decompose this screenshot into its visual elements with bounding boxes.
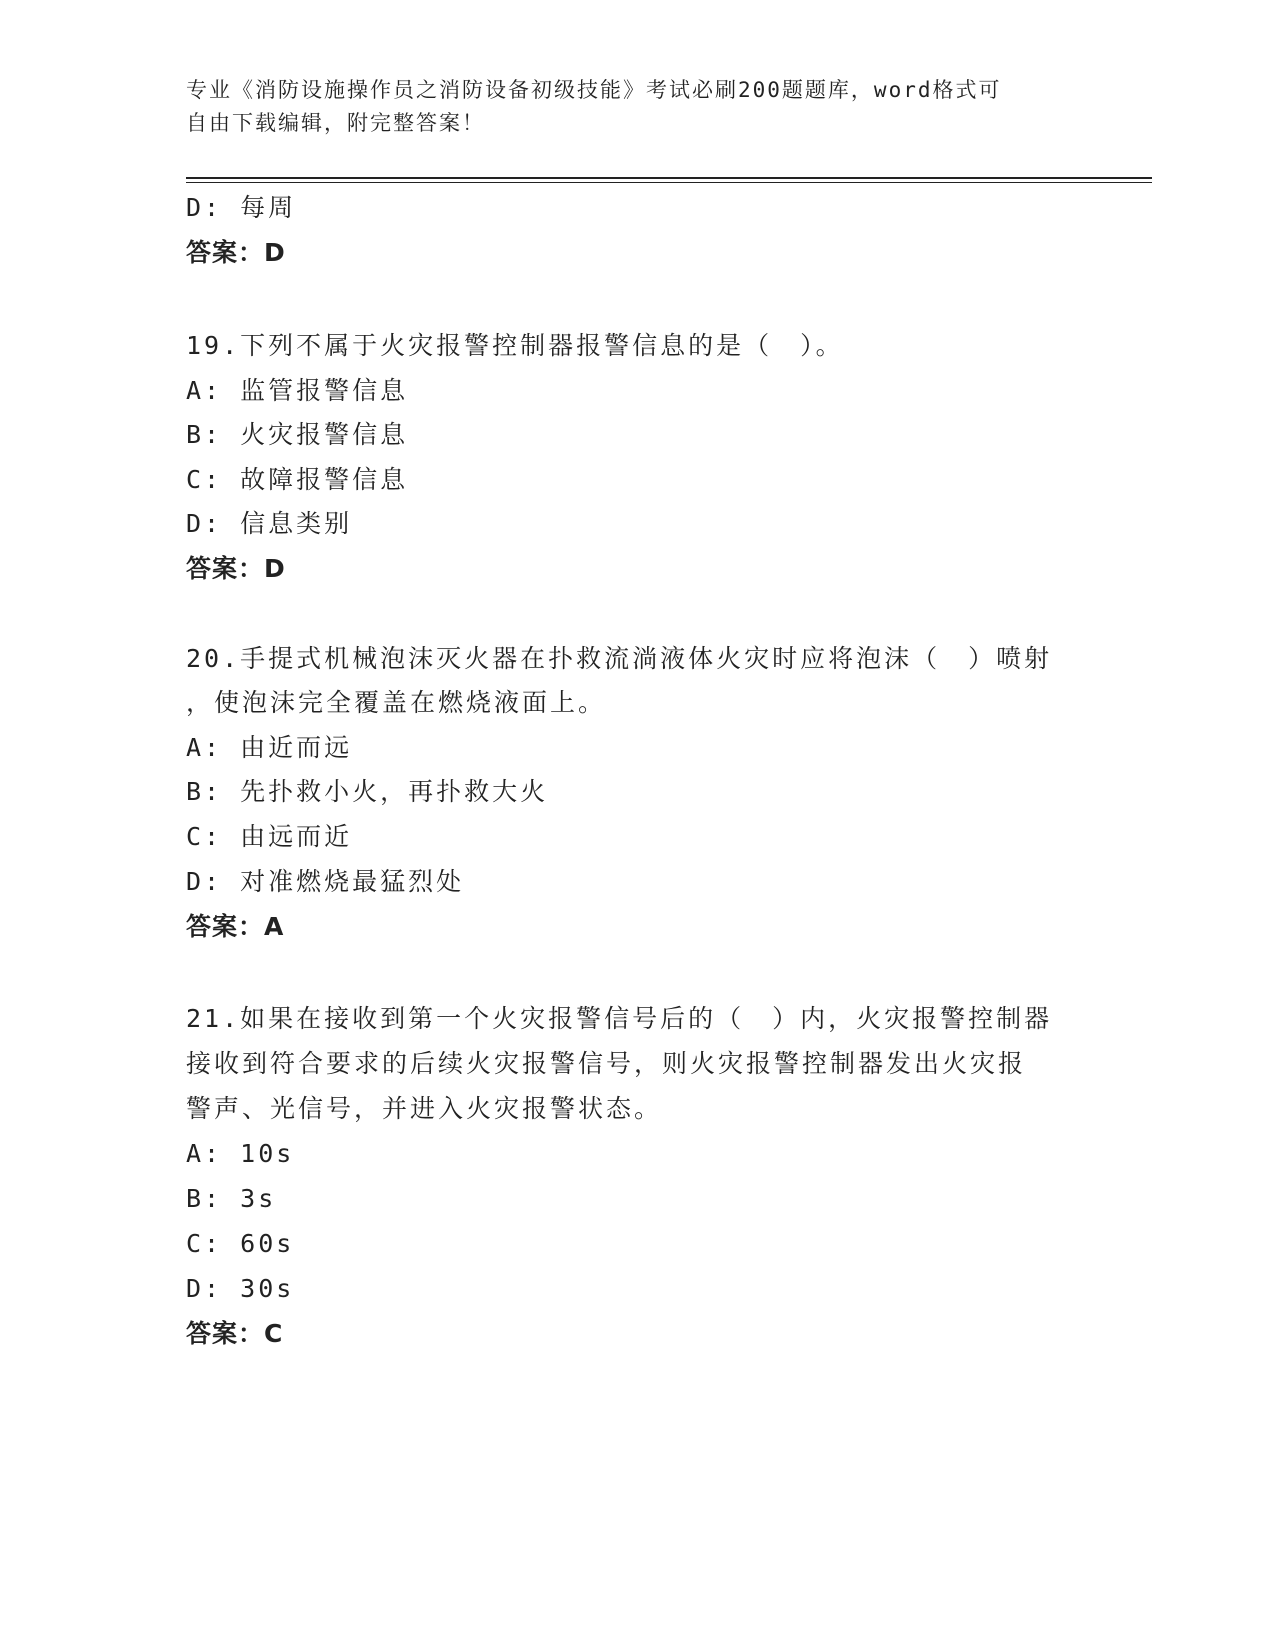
q21-option-d: D: 30s	[186, 1274, 295, 1303]
prev-answer: 答案：D	[186, 238, 286, 267]
q19-option-b: B: 火灾报警信息	[186, 420, 409, 449]
q20-option-a: A: 由近而远	[186, 733, 353, 762]
q20-stem-line-2: ，使泡沫完全覆盖在燃烧液面上。	[186, 688, 607, 717]
header-divider-thick	[186, 177, 1152, 179]
header-divider-thin	[186, 182, 1152, 183]
q19-answer: 答案：D	[186, 554, 286, 583]
q19-option-a: A: 监管报警信息	[186, 376, 409, 405]
q20-option-d: D: 对准燃烧最猛烈处	[186, 867, 465, 896]
q20-option-c: C: 由远而近	[186, 822, 353, 851]
q20-answer: 答案：A	[186, 912, 285, 941]
q21-stem-line-2: 接收到符合要求的后续火灾报警信号，则火灾报警控制器发出火灾报	[186, 1049, 1027, 1078]
q19-option-c: C: 故障报警信息	[186, 465, 409, 494]
q21-stem-line-1: 21.如果在接收到第一个火灾报警信号后的（ ）内，火灾报警控制器	[186, 1004, 1053, 1033]
q21-option-c: C: 60s	[186, 1229, 295, 1258]
q20-option-b: B: 先扑救小火，再扑救大火	[186, 777, 549, 806]
q19-stem: 19.下列不属于火灾报警控制器报警信息的是（ ）。	[186, 331, 844, 360]
prev-option-d: D: 每周	[186, 193, 297, 222]
q21-option-a: A: 10s	[186, 1139, 295, 1168]
q19-option-d: D: 信息类别	[186, 509, 353, 538]
header-line-1: 专业《消防设施操作员之消防设备初级技能》考试必刷200题题库，word格式可	[186, 78, 1002, 102]
document-header	[186, 74, 1086, 140]
header-line-2: 自由下载编辑，附完整答案！	[186, 111, 485, 135]
q21-option-b: B: 3s	[186, 1184, 277, 1213]
q21-stem-line-3: 警声、光信号，并进入火灾报警状态。	[186, 1094, 663, 1123]
q20-stem-line-1: 20.手提式机械泡沫灭火器在扑救流淌液体火灾时应将泡沫（ ）喷射	[186, 644, 1053, 673]
q21-answer: 答案：C	[186, 1319, 284, 1348]
